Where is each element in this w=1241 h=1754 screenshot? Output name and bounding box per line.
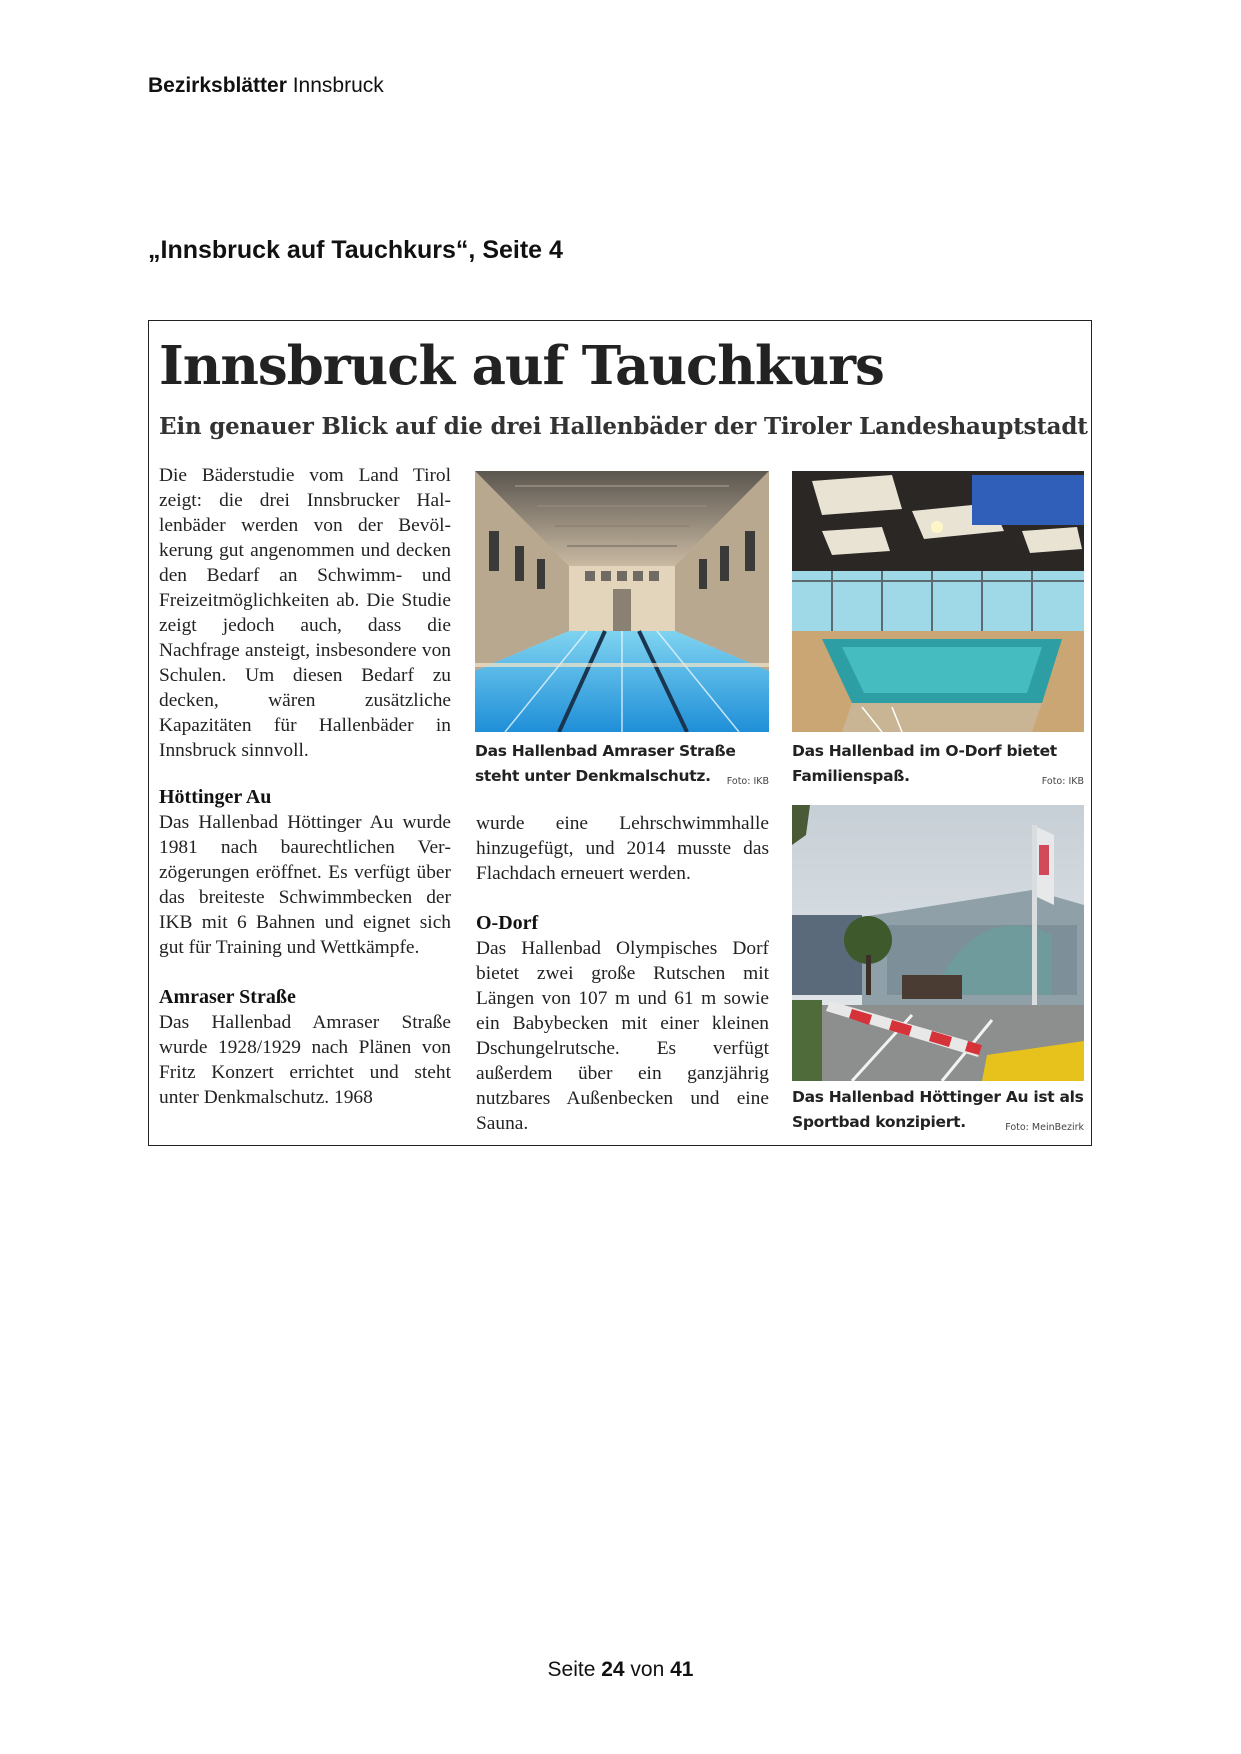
building-exterior-image [792, 805, 1084, 1081]
page-label: Seite [547, 1658, 602, 1681]
article-column-1 [159, 785, 451, 1110]
section-heading-odorf: O-Dorf [476, 912, 539, 934]
caption-line: Sportbad konzipiert. [792, 1113, 966, 1131]
caption-line: Das Hallenbad Höttinger Au ist als [792, 1088, 1084, 1106]
section-heading-hoettinger: Höttinger Au [159, 786, 272, 808]
section-text-hoettinger: Das Hallenbad Höttinger Au wurde 1981 nach baurechtlichen Verzögerungen eröffnet. Es verfügt über das breiteste Schwimmbecken der IKB mit 6 Bahnen und eignet sich gut für Training und Wettkämpfe. [159, 812, 451, 958]
clip-title: „Innsbruck auf Tauchkurs“, Seite 4 [148, 236, 563, 264]
caption-line: Das Hallenbad im O-Dorf bietet [792, 742, 1057, 760]
caption-line: Das Hallenbad Amraser Straße [475, 742, 736, 760]
caption-line: steht unter Denkmalschutz. [475, 767, 711, 785]
publisher-region: Innsbruck [286, 74, 384, 97]
publisher-name: Bezirksblätter [148, 74, 287, 97]
photo-amraser-strasse [475, 471, 769, 732]
caption-odorf [792, 739, 1084, 789]
article-title: Innsbruck auf Tauchkurs [159, 335, 884, 397]
section-text-amraser: Das Hallenbad Amraser Straße wurde 1928/1929 nach Plänen von Fritz Konzert errichtet und steht unter Denkmalschutz. 1968 [159, 1012, 451, 1108]
caption-line: Familienspaß. [792, 767, 910, 785]
page-of-label: von [624, 1658, 671, 1681]
total-pages: 41 [670, 1658, 694, 1681]
photo-hoettinger-au [792, 805, 1084, 1081]
current-page: 24 [601, 1658, 625, 1681]
photo-credit: Foto: MeinBezirk [1005, 1122, 1084, 1133]
article-column-2 [476, 811, 769, 1136]
section-text-amraser-continued: wurde eine Lehrschwimmhalle hinzugefügt, und 2014 musste das Flachdach erneuert werden. [476, 813, 769, 884]
caption-amraser-strasse [475, 739, 769, 789]
newspaper-clipping [148, 320, 1092, 1146]
pool-hall-image [792, 471, 1084, 732]
photo-credit: Foto: IKB [1041, 776, 1084, 787]
pool-hall-image [475, 471, 769, 732]
page-footer [0, 1658, 1241, 1682]
caption-hoettinger-au [792, 1085, 1084, 1135]
article-intro [159, 463, 451, 763]
intro-paragraph: Die Bäderstudie vom Land Tirol zeigt: die drei Innsbrucker Hallenbäder werden von der Bevölkerung gut angenommen und decken den Bedarf an Schwimm- und Freizeitmöglichkeiten ab. Die Studie zeigt jedoch auch, dass die Nachfrage ansteigt, insbesondere von Schulen. Um diesen Bedarf zu decken, wären zusätzliche Kapazitäten für Hallenbäder in Innsbruck sinnvoll. [159, 465, 451, 761]
photo-credit: Foto: IKB [726, 776, 769, 787]
article-subtitle: Ein genauer Blick auf die drei Hallenbäder der Tiroler Landeshauptstadt [159, 413, 1088, 440]
section-heading-amraser: Amraser Straße [159, 986, 296, 1008]
document-header [148, 74, 384, 98]
section-text-odorf: Das Hallenbad Olympisches Dorf bietet zwei große Rutschen mit Längen von 107 m und 61 m sowie ein Babybecken mit einer kleinen Dschungelrutsche. Es verfügt außerdem über ein ganzjährig nutzbares Außenbecken und eine Sauna. [476, 938, 769, 1134]
photo-odorf [792, 471, 1084, 732]
